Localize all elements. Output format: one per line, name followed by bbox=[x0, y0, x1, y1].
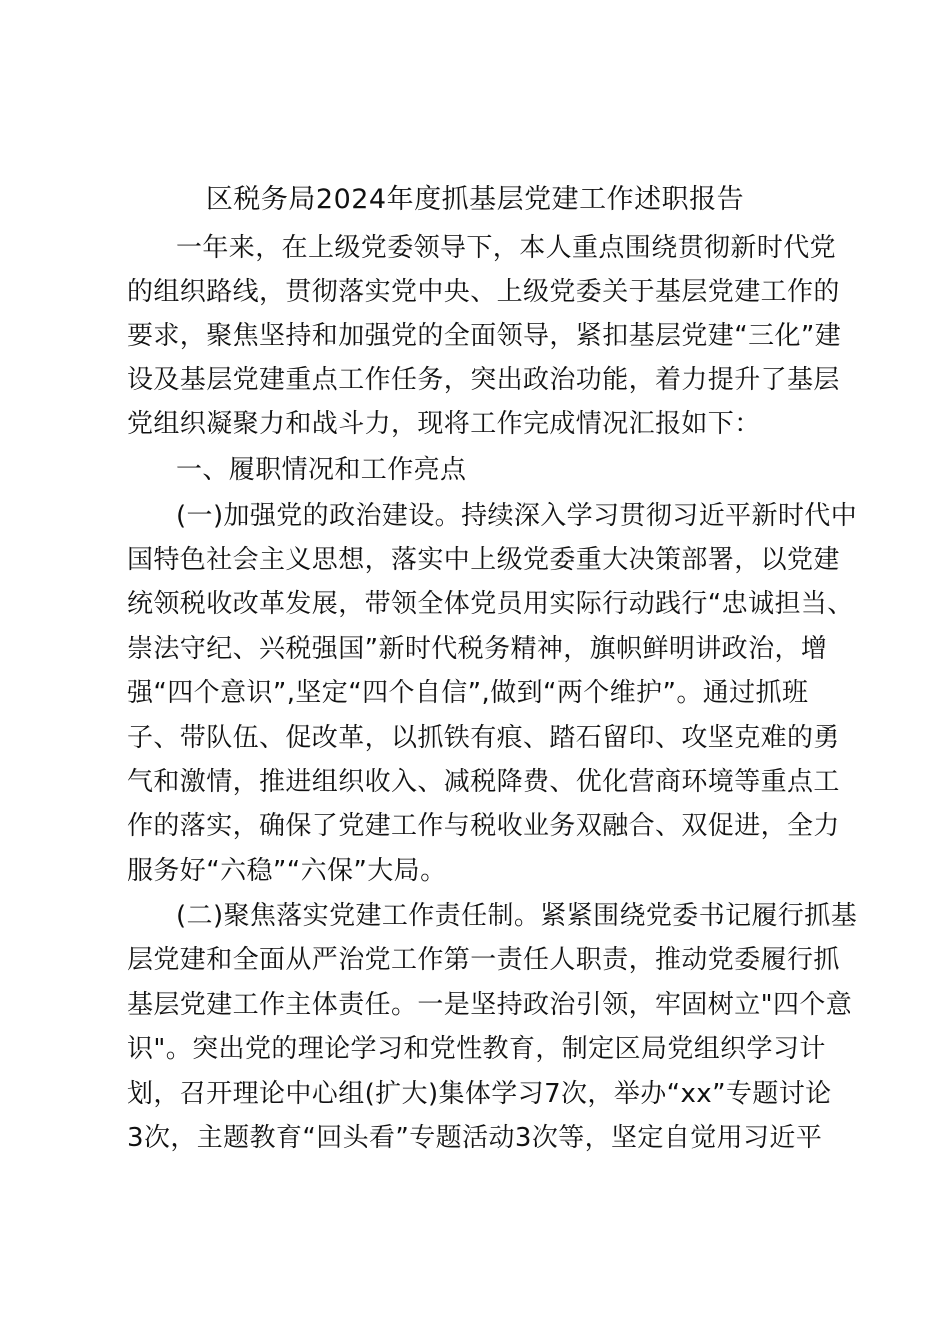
paragraph-line: 的组织路线，贯彻落实党中央、上级党委关于基层党建工作的 bbox=[127, 277, 840, 307]
paragraph-line: 党组织凝聚力和战斗力，现将工作完成情况汇报如下： bbox=[127, 409, 761, 439]
paragraph-line: 层党建和全面从严治党工作第一责任人职责，推动党委履行抓 bbox=[127, 945, 840, 975]
paragraph-line: 国特色社会主义思想，落实中上级党委重大决策部署，以党建 bbox=[127, 545, 840, 575]
paragraph-line: 识"。突出党的理论学习和党性教育，制定区局党组织学习计 bbox=[127, 1034, 826, 1064]
paragraph-line: 划，召开理论中心组(扩大)集体学习7次，举办“xx”专题讨论 bbox=[127, 1079, 832, 1109]
paragraph-line: 崇法守纪、兴税强国”新时代税务精神，旗帜鲜明讲政治，增 bbox=[127, 634, 828, 664]
paragraph-line: 要求，聚焦坚持和加强党的全面领导，紧扣基层党建“三化”建 bbox=[127, 321, 842, 351]
paragraph-line: 统领税收改革发展，带领全体党员用实际行动践行“忠诚担当、 bbox=[127, 589, 854, 619]
paragraph-line: 子、带队伍、促改革，以抓铁有痕、踏石留印、攻坚克难的勇 bbox=[127, 723, 840, 753]
document-title: 区税务局2024年度抓基层党建工作述职报告 bbox=[205, 184, 745, 215]
paragraph-line: 设及基层党建重点工作任务，突出政治功能，着力提升了基层 bbox=[127, 365, 840, 395]
paragraph-line: (二)聚焦落实党建工作责任制。紧紧围绕党委书记履行抓基 bbox=[176, 901, 858, 931]
paragraph-line: (一)加强党的政治建设。持续深入学习贯彻习近平新时代中 bbox=[176, 501, 858, 531]
paragraph-line: 服务好“六稳”“六保”大局。 bbox=[127, 856, 447, 886]
paragraph-line: 一年来，在上级党委领导下，本人重点围绕贯彻新时代党 bbox=[176, 233, 837, 263]
section-heading: 一、履职情况和工作亮点 bbox=[176, 455, 467, 485]
paragraph-line: 作的落实，确保了党建工作与税收业务双融合、双促进，全力 bbox=[127, 811, 840, 841]
paragraph-line: 气和激情，推进组织收入、减税降费、优化营商环境等重点工 bbox=[127, 767, 840, 797]
paragraph-line: 基层党建工作主体责任。一是坚持政治引领，牢固树立"四个意 bbox=[127, 990, 853, 1020]
paragraph-line: 3次，主题教育“回头看”专题活动3次等，坚定自觉用习近平 bbox=[127, 1123, 823, 1153]
paragraph-line: 强“四个意识”,坚定“四个自信”,做到“两个维护”。通过抓班 bbox=[127, 678, 809, 708]
